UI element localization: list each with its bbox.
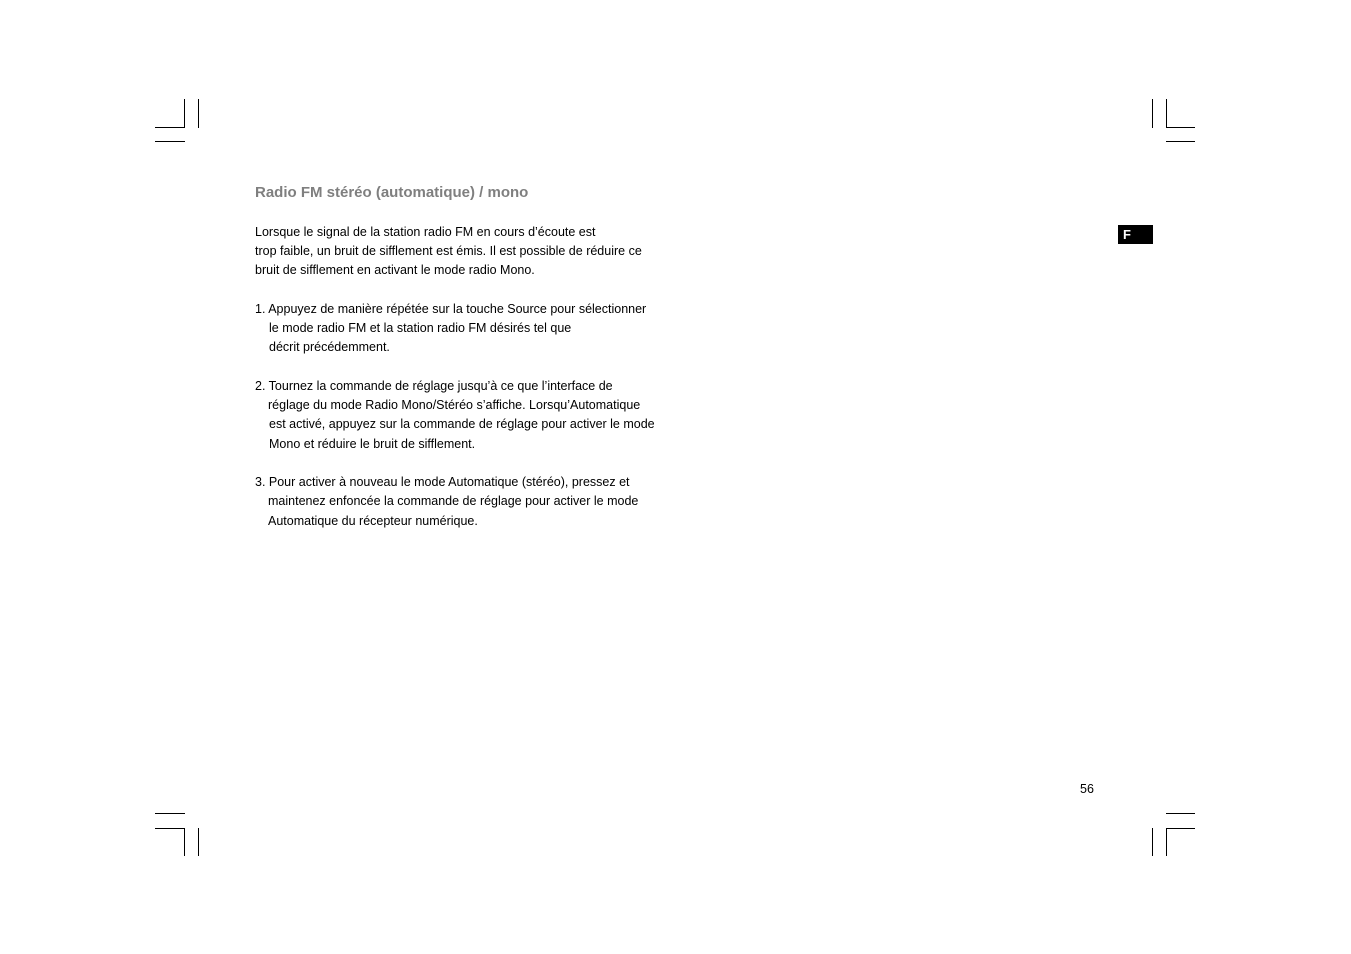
crop-mark (198, 828, 199, 856)
step-line: maintenez enfoncée la commande de réglage pour activer le mode (268, 494, 639, 508)
crop-mark (1166, 141, 1195, 142)
step-line: 1. Appuyez de manière répétée sur la touche Source pour sélectionner (255, 302, 647, 316)
step-line: décrit précédemment. (269, 340, 390, 354)
step-line: le mode radio FM et la station radio FM désirés tel que (269, 321, 572, 335)
crop-mark (1166, 828, 1195, 829)
crop-mark (1152, 99, 1153, 128)
crop-mark (155, 828, 185, 829)
language-tab: F (1118, 225, 1153, 244)
crop-mark (184, 828, 185, 856)
step-line: réglage du mode Radio Mono/Stéréo s’affiche. Lorsqu’Automatique (268, 398, 641, 412)
crop-mark (1166, 127, 1195, 128)
crop-mark (155, 127, 185, 128)
crop-mark (1166, 99, 1167, 128)
page-number: 56 (1080, 782, 1094, 796)
step-line: est activé, appuyez sur la commande de réglage pour activer le mode (269, 417, 655, 431)
intro-line: trop faible, un bruit de sifflement est émis. Il est possible de réduire ce (255, 244, 642, 258)
step-line: 2. Tournez la commande de réglage jusqu’à ce que l’interface de (255, 379, 613, 393)
intro-line: Lorsque le signal de la station radio FM en cours d’écoute est (255, 225, 596, 239)
crop-mark (1166, 828, 1167, 856)
crop-mark (155, 141, 185, 142)
crop-mark (184, 99, 185, 128)
section-title: Radio FM stéréo (automatique) / mono (255, 184, 529, 201)
intro-line: bruit de sifflement en activant le mode radio Mono. (255, 263, 535, 277)
crop-mark (198, 99, 199, 128)
crop-mark (1166, 813, 1195, 814)
step-line: Mono et réduire le bruit de sifflement. (269, 437, 476, 451)
crop-mark (1152, 828, 1153, 856)
step-line: Automatique du récepteur numérique. (268, 514, 478, 528)
crop-mark (155, 813, 185, 814)
step-line: 3. Pour activer à nouveau le mode Automatique (stéréo), pressez et (255, 475, 630, 489)
